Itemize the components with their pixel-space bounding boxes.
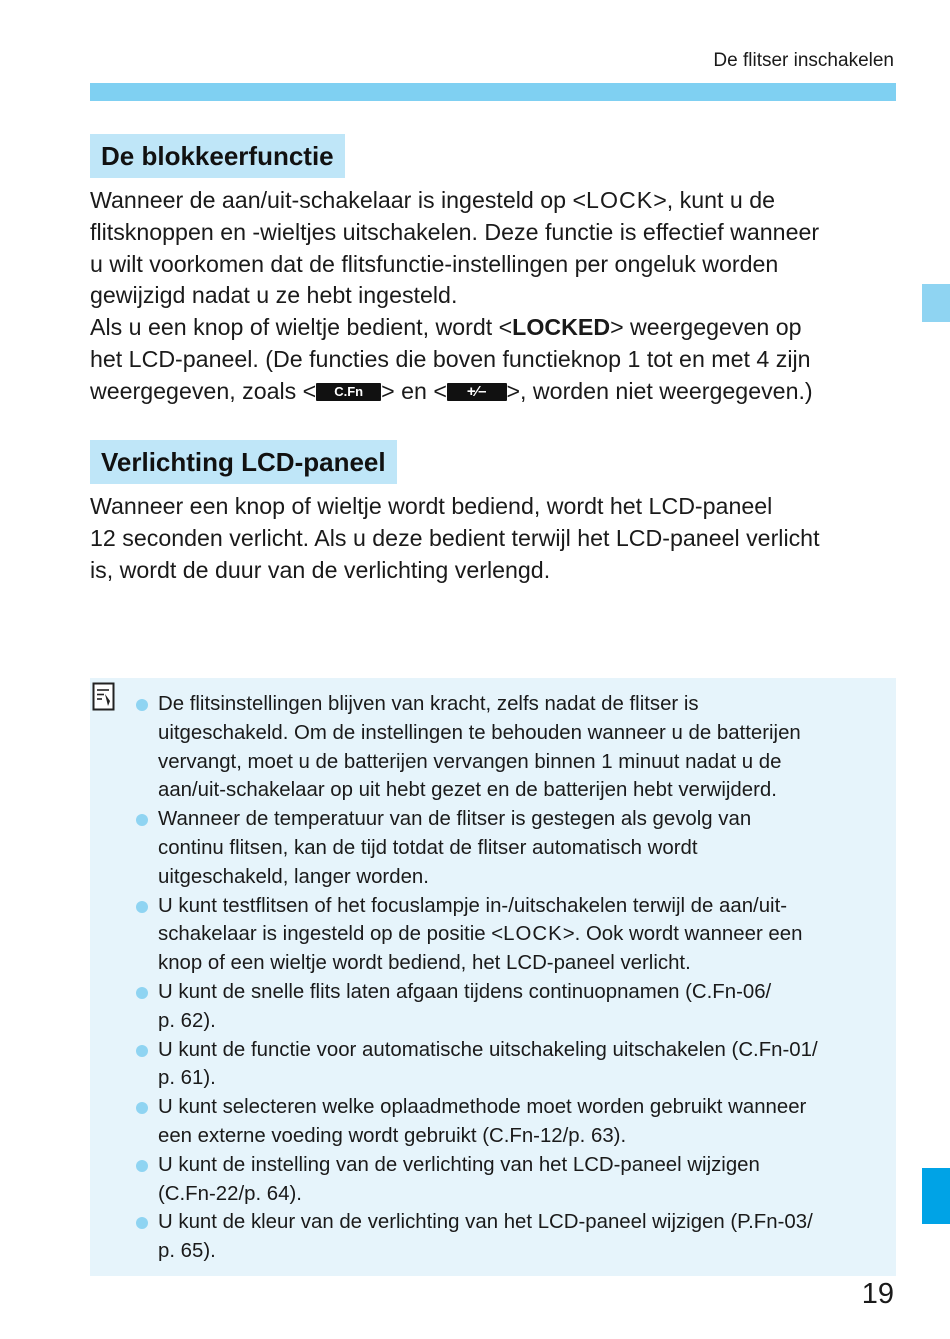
text-line: U kunt de instelling van de verlichting van het LCD-paneel wijzigen — [158, 1153, 760, 1176]
text-fragment: schakelaar is ingesteld op de positie < — [158, 923, 504, 946]
bullet-icon — [136, 699, 148, 711]
text-fragment: >. Ook wordt wanneer een — [562, 923, 803, 946]
text-line — [158, 920, 884, 949]
paragraph-blokkeer-1 — [90, 185, 902, 312]
text-fragment: weergegeven, zoals < — [90, 377, 317, 404]
text-line: Wanneer een knop of wieltje wordt bediend, wordt het LCD-paneel — [90, 493, 773, 519]
bullet-icon — [136, 1102, 148, 1114]
list-item — [134, 805, 884, 891]
text-line: vervangt, moet u de batterijen vervangen binnen 1 minuut nadat u de — [158, 750, 782, 773]
side-tab-active — [922, 1168, 950, 1224]
text-line: U kunt testflitsen of het focuslampje in-/uitschakelen terwijl de aan/uit- — [158, 894, 788, 917]
text-line — [90, 185, 902, 217]
text-fragment: > en < — [381, 377, 447, 404]
bullet-icon — [136, 1217, 148, 1229]
lock-symbol: LOCK — [503, 923, 563, 946]
text-line: p. 62). — [158, 1009, 216, 1032]
text-line: U kunt selecteren welke oplaadmethode moet worden gebruikt wanneer — [158, 1096, 807, 1119]
text-line: De flitsinstellingen blijven van kracht, zelfs nadat de flitser is — [158, 693, 699, 715]
text-line: Wanneer de temperatuur van de flitser is gestegen als gevolg van — [158, 808, 752, 831]
text-line — [90, 376, 902, 408]
text-line: uitgeschakeld, langer worden. — [158, 865, 429, 888]
section-heading-blokkeerfunctie: De blokkeerfunctie — [90, 134, 345, 178]
list-item — [134, 1208, 884, 1266]
memo-icon — [92, 682, 116, 712]
text-line: p. 61). — [158, 1067, 216, 1090]
text-fragment: Wanneer de aan/uit-schakelaar is ingesteld op < — [90, 187, 587, 213]
bullet-icon — [136, 814, 148, 826]
text-line: u wilt voorkomen dat de flitsfunctie-instellingen per ongeluk worden — [90, 250, 779, 277]
locked-label: LOCKED — [512, 314, 611, 340]
side-tab — [922, 284, 950, 322]
text-line: (C.Fn-22/p. 64). — [158, 1182, 302, 1205]
paragraph-blokkeer-2 — [90, 312, 902, 407]
bullet-icon — [136, 1160, 148, 1172]
text-line: gewijzigd nadat u ze hebt ingesteld. — [90, 282, 458, 309]
list-item — [134, 1093, 884, 1151]
text-line: is, wordt de duur van de verlichting verlengd. — [90, 556, 551, 583]
bullet-icon — [136, 1045, 148, 1057]
text-line: het LCD-paneel. (De functies die boven functieknop 1 tot en met 4 zijn — [90, 345, 811, 372]
text-line: 12 seconden verlicht. Als u deze bedient terwijl het LCD-paneel verlicht — [90, 524, 820, 551]
cfn-icon: C.Fn — [316, 383, 381, 401]
text-line: p. 65). — [158, 1240, 216, 1263]
list-item — [134, 690, 884, 805]
list-item — [134, 1036, 884, 1094]
text-line: flitsknoppen en -wieltjes uitschakelen. Deze functie is effectief wanneer — [90, 218, 820, 245]
text-line: U kunt de snelle flits laten afgaan tijdens continuopnamen (C.Fn-06/ — [158, 980, 772, 1003]
header-bar — [90, 83, 896, 101]
text-line: een externe voeding wordt gebruikt (C.Fn-12/p. 63). — [158, 1124, 627, 1147]
text-fragment: >, worden niet weergegeven.) — [506, 377, 813, 404]
list-item — [134, 892, 884, 978]
lock-symbol: LOCK — [586, 187, 654, 213]
text-line: knop of een wieltje wordt bediend, het LCD-paneel verlicht. — [158, 952, 691, 975]
text-line: continu flitsen, kan de tijd totdat de flitser automatisch wordt — [158, 836, 698, 859]
page-number: 19 — [861, 1278, 894, 1310]
flash-compensation-icon: +⁄– — [447, 383, 507, 401]
text-line: aan/uit-schakelaar op uit hebt gezet en de batterijen hebt verwijderd. — [158, 779, 777, 802]
notes-list — [134, 690, 884, 1266]
text-fragment: Als u een knop of wieltje bedient, wordt < — [90, 314, 513, 340]
text-line: uitgeschakeld. Om de instellingen te behouden wanneer u de batterijen — [158, 721, 801, 744]
bullet-icon — [136, 987, 148, 999]
bullet-icon — [136, 901, 148, 913]
text-line: U kunt de functie voor automatische uitschakeling uitschakelen (C.Fn-01/ — [158, 1038, 818, 1061]
text-fragment: >, kunt u de — [653, 187, 776, 213]
text-line: U kunt de kleur van de verlichting van het LCD-paneel wijzigen (P.Fn-03/ — [158, 1211, 813, 1234]
text-line — [90, 312, 902, 344]
text-fragment: > weergegeven op — [610, 314, 802, 340]
header-title: De flitser inschakelen — [713, 50, 894, 71]
paragraph-verlichting — [90, 491, 902, 586]
section-heading-verlichting: Verlichting LCD-paneel — [90, 440, 397, 484]
list-item — [134, 1151, 884, 1209]
list-item — [134, 978, 884, 1036]
